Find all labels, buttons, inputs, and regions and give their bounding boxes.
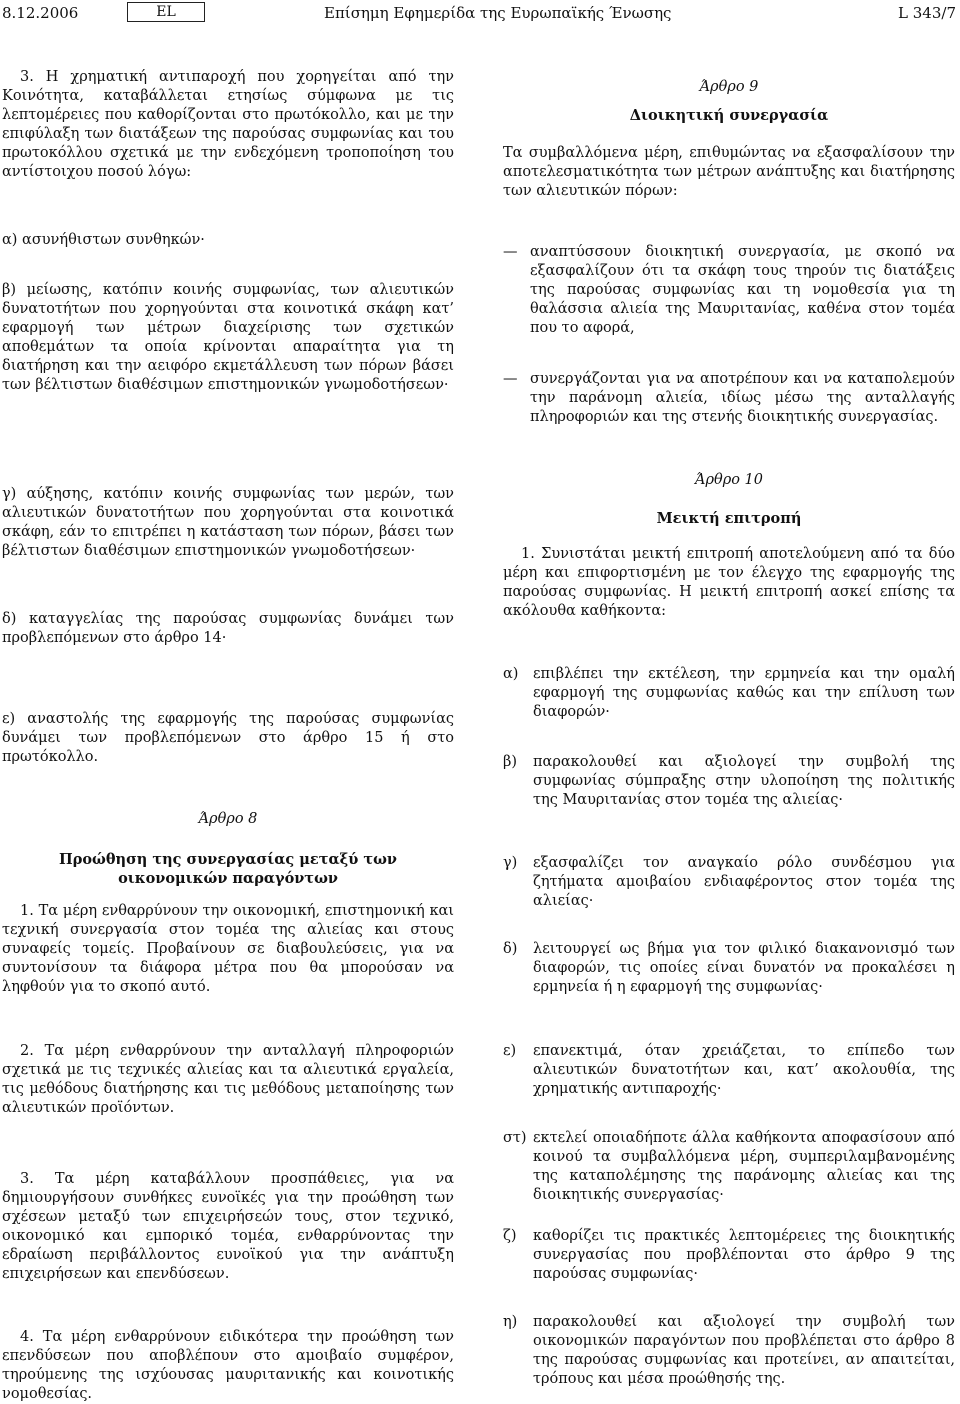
publication-date: 8.12.2006 — [2, 4, 79, 22]
point-d: δ) καταγγελίας της παρούσας συμφωνίας δυνάμει των προβλεπόμενων στο άρθρο 14· — [2, 611, 454, 646]
article-9-intro: Τα συμβαλλόμενα μέρη, επιθυμώντας να εξασφαλίσουν την αποτελεσματικότητα των μέτρων ανάπτυξης και διατήρησης των αλιευτικών πόρων: — [503, 145, 955, 199]
list-item — [503, 854, 955, 909]
dash-marker: — — [503, 244, 518, 260]
list-item-text: εξασφαλίζει τον αναγκαίο ρόλο συνδέσμου για ζητήματα αμοιβαίου ενδιαφέροντος στον τομέα της αλιείας· — [533, 855, 955, 909]
list-item-label: ε) — [503, 1043, 517, 1059]
list-item-text: επιβλέπει την εκτέλεση, την ερμηνεία και την ομαλή εφαρμογή της συμφωνίας καθώς και την επίλυση των διαφορών· — [533, 666, 955, 720]
list-item-text: παρακολουθεί και αξιολογεί την συμβολή της συμφωνίας σύμπραξης στην υλοποίηση της πολιτικής της Μαυριτανίας στον τομέα της αλιείας· — [533, 754, 955, 808]
article-9-title: Διοικητική συνεργασία — [629, 107, 829, 124]
list-item-label: ζ) — [503, 1228, 517, 1244]
list-item — [503, 665, 955, 720]
article-8-paragraph-4: 4. Τα μέρη ενθαρρύνουν ειδικότερα την προώθηση των επενδύσεων που αποβλέπουν στο αμοιβαίο συμφέρον, τηρούμενης της ισχύουσας μαυριτανικής και κοινοτικής νομοθεσίας. — [2, 1329, 454, 1402]
dash-marker: — — [503, 371, 518, 387]
list-item — [503, 1227, 955, 1282]
article-8-paragraph-1: 1. Τα μέρη ενθαρρύνουν την οικονομική, επιστημονική και τεχνική συνεργασία στον τομέα της αλιείας και στους συναφείς τομείς. Προβαίνουν σε διαβουλεύσεις, για να συντονίσουν τα διάφορα μέτρα που θα μπορούσαν να ληφθούν για το σκοπό αυτό. — [2, 903, 454, 995]
paragraph-3: 3. Η χρηματική αντιπαροχή που χορηγείται από την Κοινότητα, καταβάλλεται ετησίως σύμφωνα με τις λεπτομέρειες που καθορίζονται στο πρωτόκολλο, και με την επιφύλαξη των διατάξεων της παρούσας συμφωνίας και του πρωτοκόλλου σχετικά με την ενδεχόμενη τροποποίηση του αντίστοιχου ποσού λόγω: — [2, 69, 454, 180]
list-item-text: λειτουργεί ως βήμα για τον φιλικό διακανονισμό των διαφορών, τις οποίες είναι δυνατόν να προκαλέσει η ερμηνεία ή η εφαρμογή της συμφωνίας· — [533, 941, 955, 995]
list-item-label: γ) — [503, 855, 518, 871]
dash-item-2 — [503, 370, 955, 430]
dash-item-1-text: αναπτύσσουν διοικητική συνεργασία, με σκοπό να εξασφαλίζουν ότι τα σκάφη τους τηρούν τις διατάξεις της παρούσας συμφωνίας και τη νομοθεσία για τη θαλάσσια αλιεία της Μαυριτανίας, καθένα στον τομέα που το αφορά, — [530, 244, 955, 336]
list-item-label: δ) — [503, 941, 518, 957]
page-number: L 343/7 — [898, 4, 956, 22]
point-e: ε) αναστολής της εφαρμογής της παρούσας συμφωνίας δυνάμει των προβλεπόμενων στο άρθρο 15 ή στο πρωτόκολλο. — [2, 711, 454, 765]
article-8-paragraph-2: 2. Τα μέρη ενθαρρύνουν την ανταλλαγή πληροφοριών σχετικά με τις τεχνικές αλιείας και τα αλιευτικά εργαλεία, τις μεθόδους διατήρησης και τις μεθόδους μεταποίησης των αλιευτικών προϊόντων. — [2, 1043, 454, 1116]
list-item-label: α) — [503, 666, 519, 682]
list-item — [503, 1313, 955, 1391]
point-a: α) ασυνήθιστων συνθηκών· — [2, 232, 205, 248]
list-item — [503, 940, 955, 1000]
language-code-box: EL — [127, 2, 205, 22]
article-8-title: Προώθηση της συνεργασίας μεταξύ των οικονομικών παραγόντων — [59, 851, 397, 887]
article-8-heading: Άρθρο 8 — [198, 811, 258, 827]
list-item-text: παρακολουθεί και αξιολογεί την συμβολή των οικονομικών παραγόντων που προβλέπεται στο άρθρο 8 της παρούσας συμφωνίας και προτείνει, αν απαιτείται, τρόπους και μέσα προώθησής της. — [533, 1314, 955, 1387]
article-10-title: Μεικτή επιτροπή — [656, 510, 802, 527]
point-b: β) μείωσης, κατόπιν κοινής συμφωνίας, των αλιευτικών δυνατοτήτων που χορηγούνται στα κοινοτικά σκάφη κατ’ εφαρμογή των μέτρων διαχείρισης των σχετικών αποθεμάτων τα οποία κρίνονται απαραίτητα για τη διατήρηση και την αειφόρο εκμετάλλευση των πόρων βάσει των βέλτιστων διαθέσιμων επιστημονικών γνωμοδοτήσεων· — [2, 282, 454, 393]
list-item — [503, 1129, 955, 1203]
list-item-text: καθορίζει τις πρακτικές λεπτομέρειες της διοικητικής συνεργασίας που προβλέπονται στο άρθρο 9 της παρούσας συμφωνίας· — [533, 1228, 955, 1282]
article-10-paragraph-1: 1. Συνιστάται μεικτή επιτροπή αποτελούμενη από τα δύο μέρη και επιφορτισμένη με τον έλεγχο της εφαρμογής της παρούσας συμφωνίας. Η μεικτή επιτροπή ασκεί επίσης τα ακόλουθα καθήκοντα: — [503, 546, 955, 619]
list-item-label: η) — [503, 1314, 518, 1330]
page-header — [0, 0, 960, 34]
list-item-text: επανεκτιμά, όταν χρειάζεται, το επίπεδο των αλιευτικών δυνατοτήτων και, κατ’ ακολουθία, της χρηματικής αντιπαροχής· — [533, 1043, 955, 1097]
list-item-text: εκτελεί οποιαδήποτε άλλα καθήκοντα αποφασίσουν από κοινού τα συμβαλλόμενα μέρη, συμπεριλαμβανομένης της καταπολέμησης της παράνομης αλιείας και της διοικητικής συνεργασίας· — [533, 1130, 955, 1203]
dash-item-1 — [503, 243, 955, 336]
article-8-paragraph-3: 3. Τα μέρη καταβάλλουν προσπάθειες, για να δημιουργήσουν συνθήκες ευνοϊκές για την προώθηση των σχέσεων μεταξύ των επιχειρήσεών τους, στον τεχνικό, οικονομικό και εμπορικό τομέα, ενθαρρύνοντας την εδραίωση περιβάλλοντος ευνοϊκού για την ανάπτυξη επιχειρήσεων και επενδύσεων. — [2, 1171, 454, 1282]
point-c: γ) αύξησης, κατόπιν κοινής συμφωνίας των μερών, των αλιευτικών δυνατοτήτων που χορηγούνται στα κοινοτικά σκάφη, εάν το επιτρέπει η κατάσταση των πόρων, βάσει των βέλτιστων διαθέσιμων επιστημονικών γνωμοδοτήσεων· — [2, 486, 454, 559]
journal-title: Επίσημη Εφημερίδα της Ευρωπαϊκής Ένωσης — [324, 4, 672, 22]
list-item — [503, 1042, 955, 1097]
article-9-heading: Άρθρο 9 — [699, 79, 759, 95]
article-10-heading: Άρθρο 10 — [694, 472, 764, 488]
list-item-label: στ) — [503, 1130, 527, 1146]
list-item — [503, 753, 955, 813]
dash-item-2-text: συνεργάζονται για να αποτρέπουν και να καταπολεμούν την παράνομη αλιεία, ιδίως μέσω της ανταλλαγής πληροφοριών και της στενής διοικητικής συνεργασίας. — [530, 371, 955, 425]
list-item-label: β) — [503, 754, 518, 770]
